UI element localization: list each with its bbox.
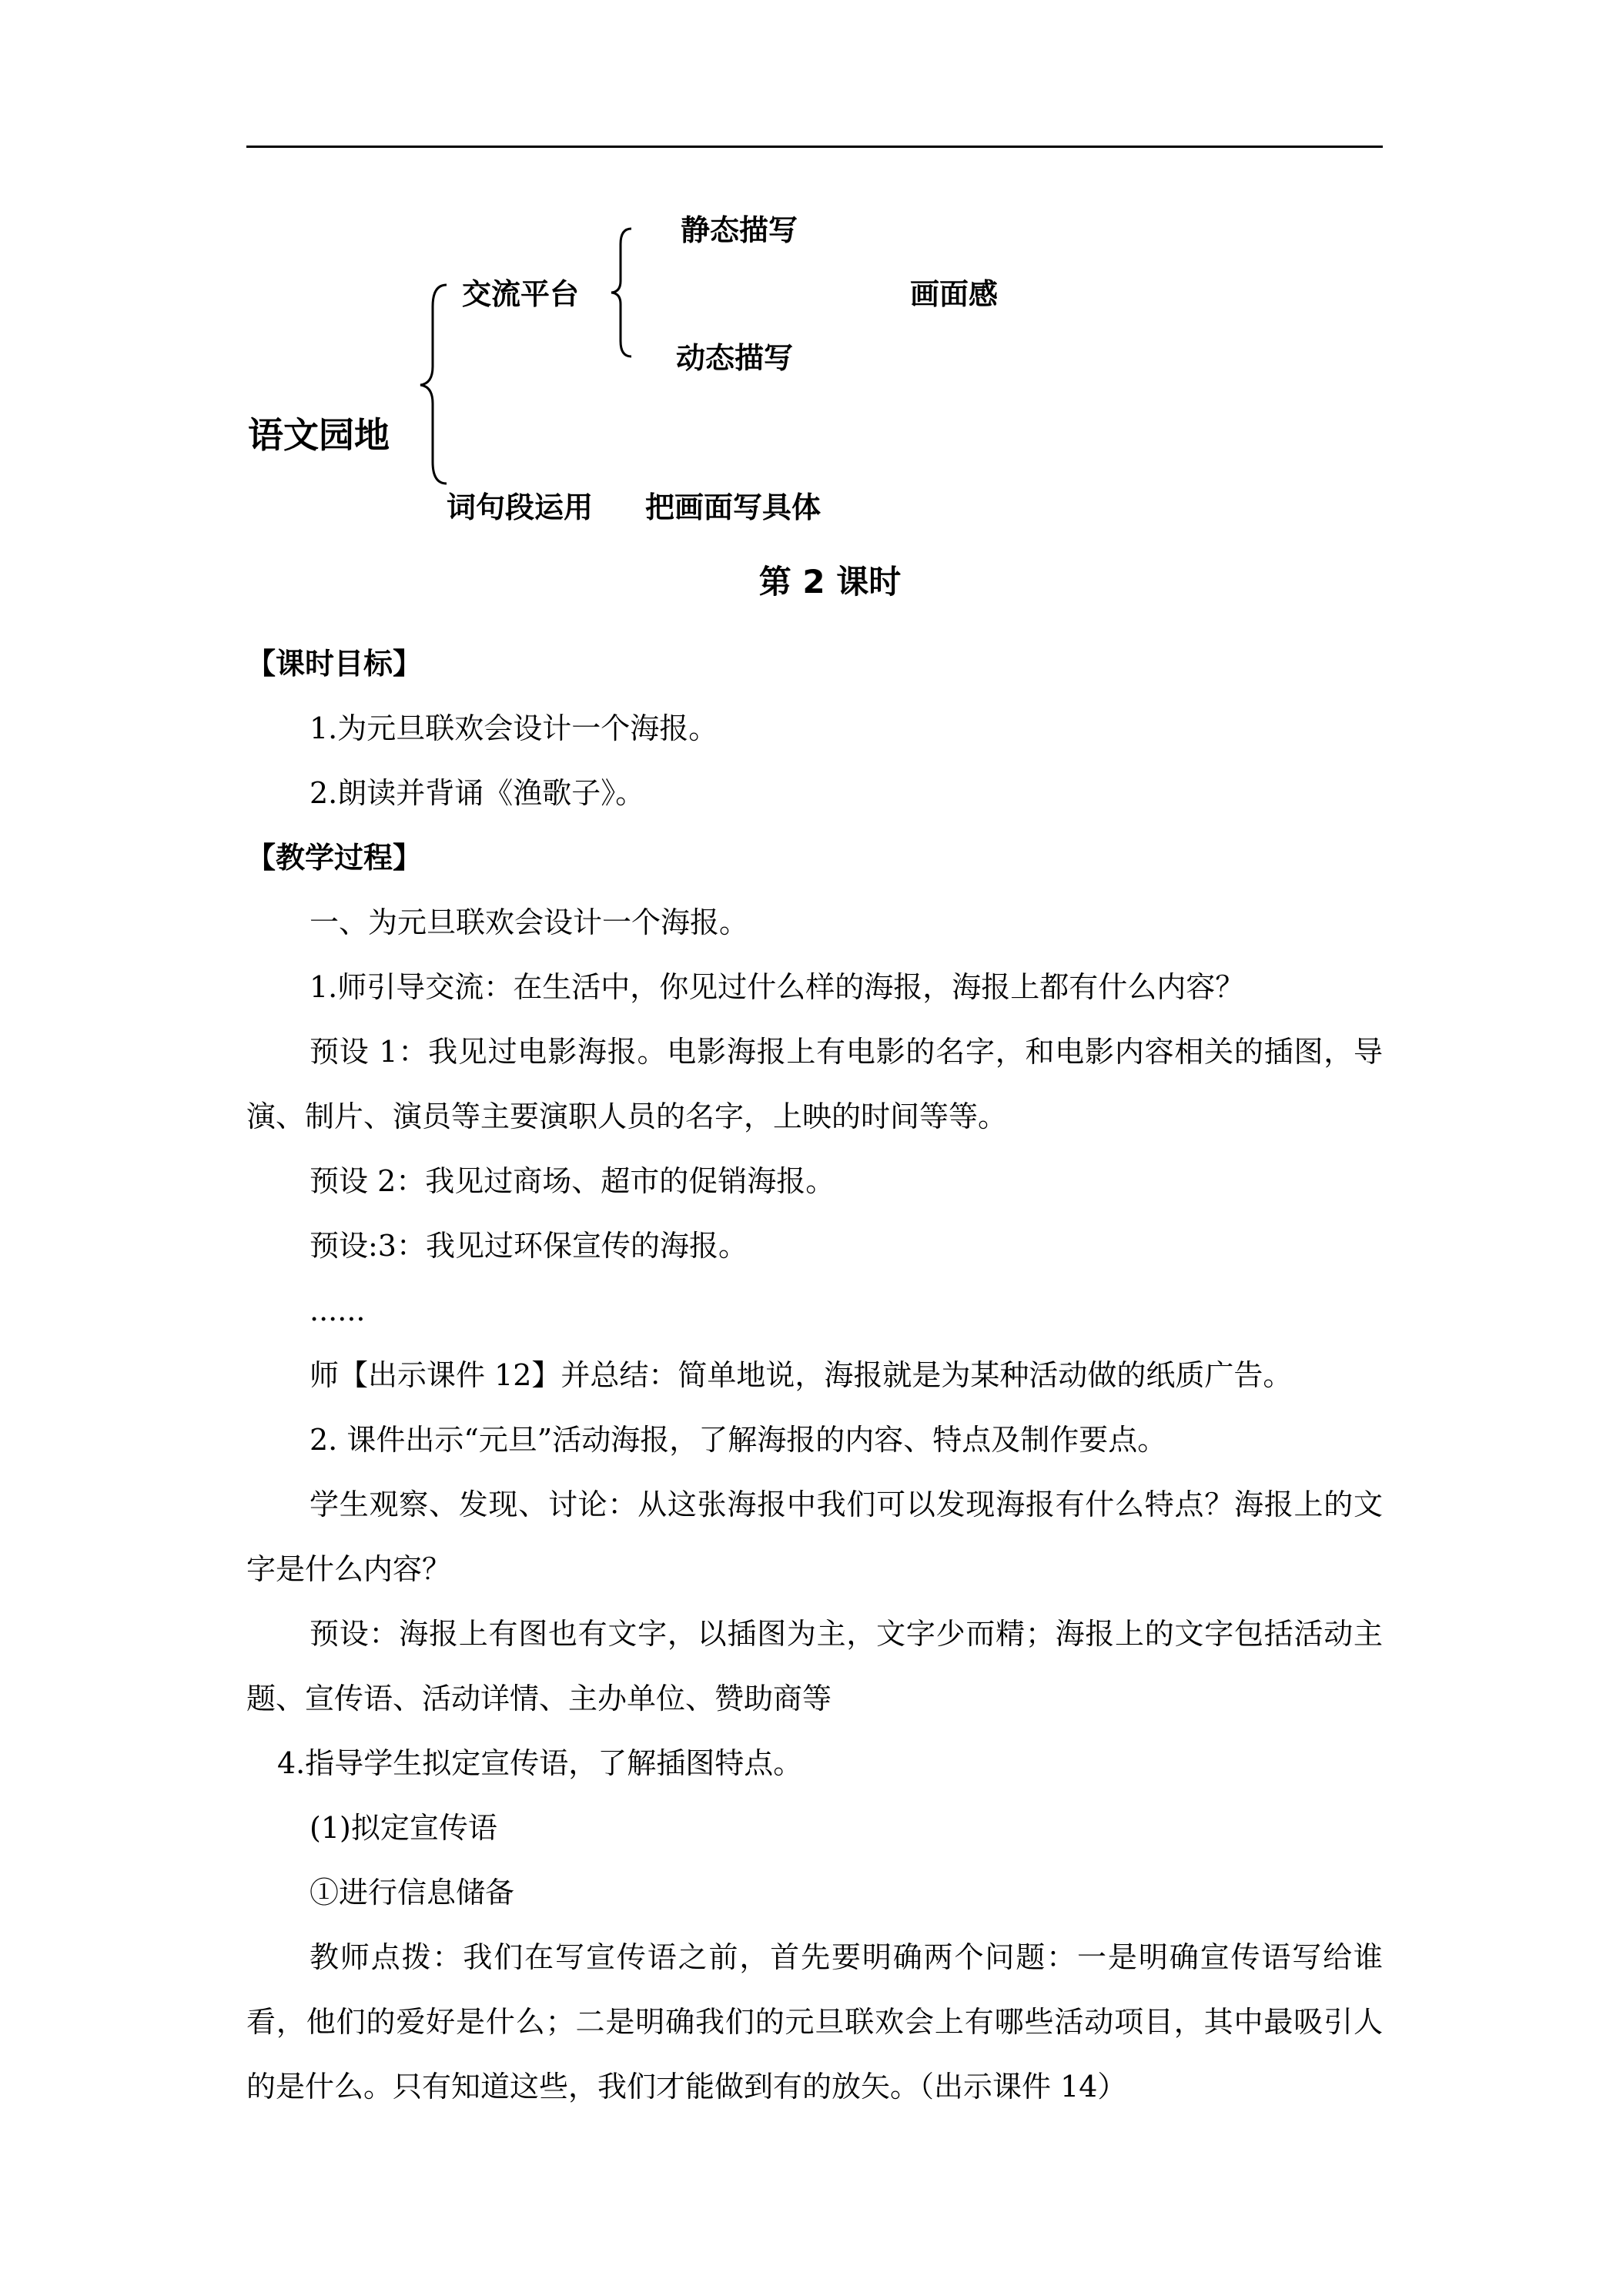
diagram-branch-1-result: 画面感 <box>910 277 999 311</box>
diagram-branch-1-sub-2: 动态描写 <box>676 341 794 375</box>
lesson-content <box>246 631 1383 2119</box>
outer-brace <box>416 283 454 485</box>
header-rule <box>246 146 1383 148</box>
diagram-root-label: 语文园地 <box>248 414 390 456</box>
inner-brace <box>607 227 637 358</box>
step-2: 2. 课件出示“元旦”活动海报，了解海报的内容、特点及制作要点。 <box>310 1423 1167 1457</box>
ellipsis: ...... <box>310 1294 366 1327</box>
goal-1: 1.为元旦联欢会设计一个海报。 <box>310 711 718 745</box>
diagram-branch-1-sub-1: 静态描写 <box>681 213 798 247</box>
student-observe: 学生观察、发现、讨论：从这张海报中我们可以发现海报有什么特点？海报上的文字是什么内容？ <box>246 1488 1383 1586</box>
process-heading: 【教学过程】 <box>246 841 423 875</box>
sub-step-1-1: ①进行信息储备 <box>310 1876 515 1909</box>
teacher-guide: 教师点拨：我们在写宣传语之前，首先要明确两个问题：一是明确宣传语写给谁看，他们的爱好是什么；二是明确我们的元旦联欢会上有哪些活动项目，其中最吸引人的是什么。只有知道这些，我们才能做到有的放矢。（出示课件 14） <box>246 1940 1383 2104</box>
lesson-title: 第 2 课时 <box>758 563 902 601</box>
diagram-branch-2-label: 词句段运用 <box>447 490 594 524</box>
diagram-branch-2-result: 把画面写具体 <box>645 490 822 524</box>
teacher-summary: 师【出示课件 12】并总结：简单地说，海报就是为某种活动做的纸质广告。 <box>310 1358 1293 1392</box>
step-4: 4.指导学生拟定宣传语，了解插图特点。 <box>277 1746 803 1780</box>
step-1-title: 一、为元旦联欢会设计一个海报。 <box>310 905 749 939</box>
diagram-branch-1-label: 交流平台 <box>462 277 580 311</box>
step-1-1: 1.师引导交流：在生活中，你见过什么样的海报，海报上都有什么内容？ <box>310 970 1245 1004</box>
goals-heading: 【课时目标】 <box>246 647 423 681</box>
preset-2: 预设 2：我见过商场、超市的促销海报。 <box>310 1164 835 1198</box>
goal-2: 2.朗读并背诵《渔歌子》。 <box>310 776 645 810</box>
sub-step-1: (1)拟定宣传语 <box>310 1811 497 1845</box>
preset-4: 预设：海报上有图也有文字，以插图为主，文字少而精；海报上的文字包括活动主题、宣传语、活动详情、主办单位、赞助商等 <box>246 1617 1383 1715</box>
preset-1: 预设 1：我见过电影海报。电影海报上有电影的名字，和电影内容相关的插图，导演、制片、演员等主要演职人员的名字，上映的时间等等。 <box>246 1035 1383 1133</box>
inner-brace-path <box>611 229 631 356</box>
preset-3: 预设:3：我见过环保宣传的海报。 <box>310 1229 748 1263</box>
outer-brace-path <box>420 285 447 484</box>
